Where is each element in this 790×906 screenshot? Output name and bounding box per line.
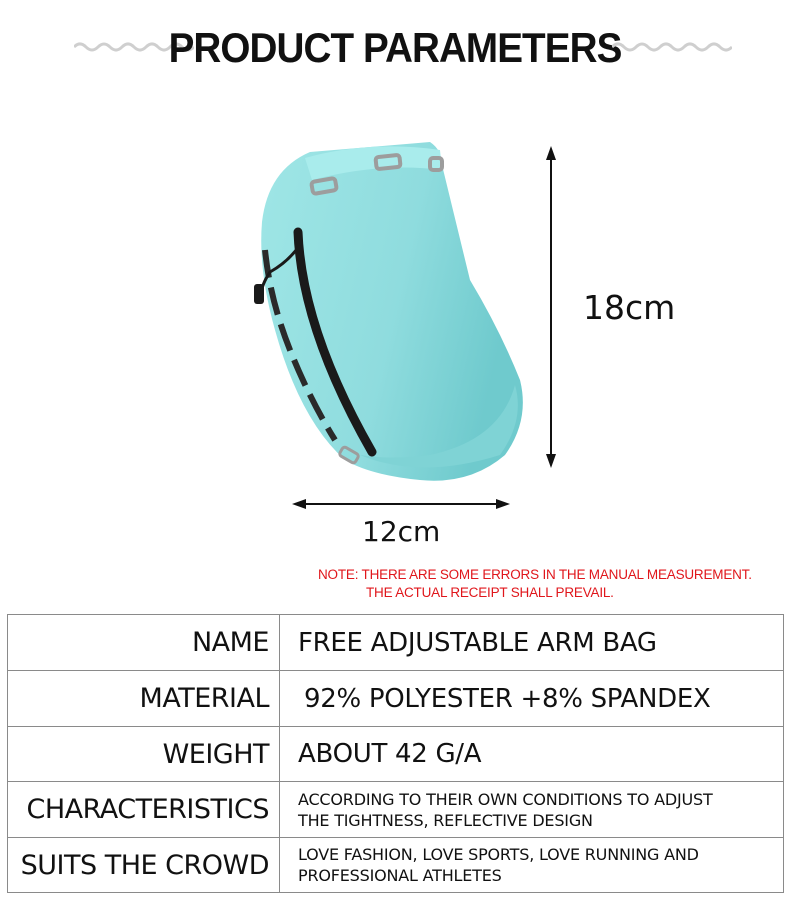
page-title: PRODUCT PARAMETERS: [168, 24, 622, 71]
parameters-table: [7, 614, 784, 893]
measurement-note: [318, 566, 752, 602]
note-line-1: NOTE: THERE ARE SOME ERRORS IN THE MANUAL MEASUREMENT.: [318, 567, 752, 582]
param-key: WEIGHT: [8, 727, 280, 782]
param-key: SUITS THE CROWD: [8, 838, 280, 893]
height-dimension-label: 18cm: [583, 288, 676, 327]
param-value-line-1: ACCORDING TO THEIR OWN CONDITIONS TO ADJUST: [298, 789, 713, 809]
param-value: [280, 782, 784, 838]
table-row: [8, 615, 784, 671]
note-line-2: THE ACTUAL RECEIPT SHALL PREVAIL.: [366, 585, 614, 600]
param-value: ABOUT 42 G/A: [280, 727, 784, 782]
width-dimension-label: 12cm: [362, 515, 441, 548]
table-row: [8, 782, 784, 838]
param-value-line-2: PROFESSIONAL ATHLETES: [298, 866, 502, 885]
param-value: FREE ADJUSTABLE ARM BAG: [280, 615, 784, 671]
param-key: CHARACTERISTICS: [8, 782, 280, 838]
param-key: MATERIAL: [8, 671, 280, 727]
param-key: NAME: [8, 615, 280, 671]
table-row: [8, 671, 784, 727]
param-value: 92% POLYESTER +8% SPANDEX: [280, 671, 784, 727]
param-value-line-1: LOVE FASHION, LOVE SPORTS, LOVE RUNNING AND: [298, 845, 699, 864]
table-row: [8, 838, 784, 893]
param-value: [280, 838, 784, 893]
table-row: [8, 727, 784, 782]
param-value-line-2: THE TIGHTNESS, REFLECTIVE DESIGN: [298, 810, 593, 830]
